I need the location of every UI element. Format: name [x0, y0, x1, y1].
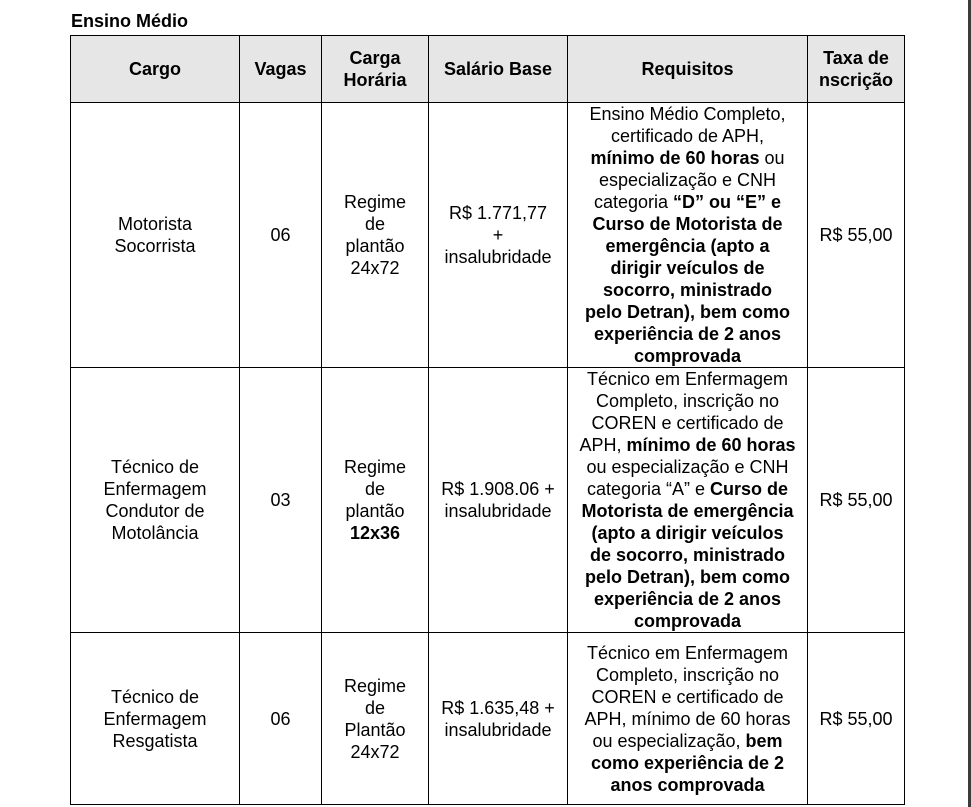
req-text: socorro, ministrado [602, 280, 773, 300]
req-text: categoria [593, 192, 674, 212]
req-text: Técnico em Enfermagem [586, 642, 789, 663]
req-text: (apto a dirigir veículos [591, 523, 784, 543]
header-taxa-inscricao [808, 36, 905, 103]
cell-requisitos [568, 633, 808, 805]
carga-line: 24x72 [350, 258, 400, 278]
req-text: comprovada [633, 611, 742, 631]
req-text: Motorista de emergência [581, 501, 794, 521]
table-header-row [71, 36, 905, 103]
req-text: especialização e CNH [598, 170, 777, 190]
table-row [71, 368, 905, 633]
req-text: como experiência de 2 [590, 752, 785, 773]
carga-line: 12x36 [349, 523, 401, 543]
req-text: comprovada [633, 346, 742, 366]
header-vagas: Vagas [240, 36, 322, 103]
req-text: pelo Detran), bem como [584, 302, 791, 322]
carga-line: plantão [345, 501, 405, 521]
req-text: dirigir veículos de [610, 258, 765, 278]
req-text: anos comprovada [610, 774, 765, 795]
cell-taxa: R$ 55,00 [808, 633, 905, 805]
cell-carga-horaria [322, 103, 429, 368]
req-text: mínimo de 60 horas [626, 435, 796, 455]
carga-line: Regime [343, 192, 407, 212]
cell-requisitos [568, 103, 808, 368]
cell-salario [429, 368, 568, 633]
carga-line: de [364, 479, 386, 499]
cargo-line: Motolância [111, 523, 199, 543]
cell-vagas: 06 [240, 103, 322, 368]
req-text: ou [759, 148, 785, 168]
cell-cargo [71, 103, 240, 368]
cell-cargo [71, 633, 240, 805]
req-text: de socorro, ministrado [589, 545, 786, 565]
cargo-line: Socorrista [114, 236, 196, 256]
header-taxa-line2: nscrição [818, 70, 894, 90]
cargo-line: Técnico de [110, 686, 200, 707]
req-text: emergência (apto a [605, 236, 770, 256]
req-text: COREN e certificado de [591, 413, 784, 433]
cell-salario [429, 103, 568, 368]
carga-line: plantão [345, 236, 405, 256]
req-text: ou especialização e CNH [586, 457, 789, 477]
header-taxa-line1: Taxa de [823, 48, 889, 68]
req-text: Completo, inscrição no [595, 664, 780, 685]
cell-carga-horaria [322, 633, 429, 805]
cell-vagas: 03 [240, 368, 322, 633]
header-carga-line2: Horária [343, 70, 407, 90]
salario-line: + [492, 225, 504, 245]
req-text: APH, [579, 435, 627, 455]
cell-vagas: 06 [240, 633, 322, 805]
header-requisitos: Requisitos [568, 36, 808, 103]
req-text: COREN e certificado de [591, 686, 784, 707]
carga-line: de [364, 697, 386, 718]
salario-line: R$ 1.771,77 [448, 203, 548, 223]
req-text: certificado de APH, [610, 126, 765, 146]
salario-line: R$ 1.635,48 + [441, 697, 555, 718]
req-text: experiência de 2 anos [593, 324, 782, 344]
cell-cargo [71, 368, 240, 633]
cargo-line: Enfermagem [103, 708, 207, 729]
req-text: mínimo de 60 horas [590, 148, 760, 168]
vacancies-table [70, 35, 905, 805]
carga-line: de [364, 214, 386, 234]
cell-taxa: R$ 55,00 [808, 368, 905, 633]
cell-requisitos [568, 368, 808, 633]
cargo-line: Motorista [117, 214, 193, 234]
req-text: Curso de Motorista de [592, 214, 783, 234]
req-text: Ensino Médio Completo, [589, 104, 786, 124]
header-cargo: Cargo [71, 36, 240, 103]
salario-line: insalubridade [444, 719, 552, 740]
req-text: APH, mínimo de 60 horas [584, 708, 791, 729]
req-text: ou especialização, [592, 730, 746, 751]
cargo-line: Enfermagem [103, 479, 207, 499]
cell-carga-horaria [322, 368, 429, 633]
header-salario-base: Salário Base [429, 36, 568, 103]
cargo-line: Resgatista [112, 730, 198, 751]
req-text: experiência de 2 anos [593, 589, 782, 609]
carga-line: Regime [343, 457, 407, 477]
cargo-line: Condutor de [105, 501, 205, 521]
req-text: Técnico em Enfermagem [586, 369, 789, 389]
req-text: Completo, inscrição no [595, 391, 780, 411]
req-text: bem [745, 730, 783, 751]
table-row [71, 103, 905, 368]
cargo-line: Técnico de [110, 457, 200, 477]
req-text: Curso de [710, 479, 789, 499]
header-carga-line1: Carga [349, 48, 401, 68]
req-text: pelo Detran), bem como [584, 567, 791, 587]
section-title: Ensino Médio [71, 11, 188, 31]
req-text: categoria “A” e [586, 479, 711, 499]
salario-line: insalubridade [444, 501, 552, 521]
carga-line: Regime [343, 675, 407, 696]
carga-line: 24x72 [350, 741, 400, 762]
salario-line: R$ 1.908.06 + [441, 479, 555, 499]
table-row [71, 633, 905, 805]
header-carga-horaria [322, 36, 429, 103]
cell-taxa: R$ 55,00 [808, 103, 905, 368]
req-text: “D” ou “E” e [673, 192, 782, 212]
carga-line: Plantão [344, 719, 406, 740]
salario-line: insalubridade [444, 247, 552, 267]
cell-salario [429, 633, 568, 805]
